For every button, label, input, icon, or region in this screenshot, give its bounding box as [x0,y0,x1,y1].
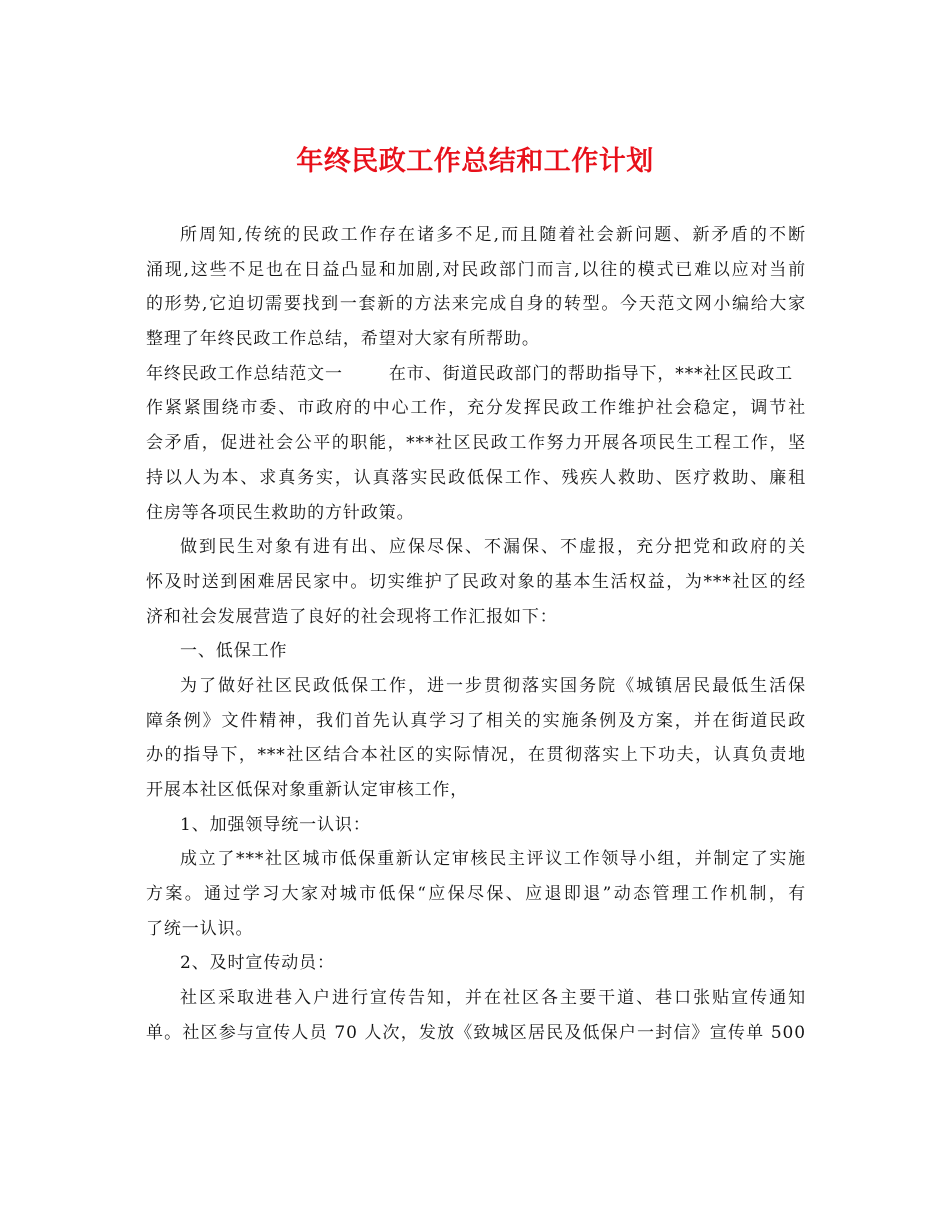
body-line: 做到民生对象有进有出、应保尽保、不漏保、不虚报，充分把党和政府的关 [180,537,806,558]
body-line: 怀及时送到困难居民家中。切实维护了民政对象的基本生活权益，为***社区的经 [146,571,806,592]
body-line: 成立了***社区城市低保重新认定审核民主评议工作领导小组，并制定了实施 [180,849,806,870]
section-heading-inline: 年终民政工作总结范文一 [146,363,343,384]
body-line: 住房等各项民生救助的方针政策。 [146,502,415,523]
section-heading: 一、低保工作 [180,641,288,662]
body-line: 办的指导下，***社区结合本社区的实际情况，在贯彻落实上下功夫，认真负责地 [146,745,806,766]
body-line [146,357,806,392]
body-line: 社区采取进巷入户进行宣传告知，并在社区各主要干道、巷口张贴宣传通知 [180,988,806,1009]
body-line: 单。社区参与宣传人员 70 人次，发放《致城区居民及低保户一封信》宣传单 500 [146,1022,806,1043]
body-line: 整理了年终民政工作总结，希望对大家有所帮助。 [146,329,540,350]
body-line: 所周知,传统的民政工作存在诸多不足,而且随着社会新问题、新矛盾的不断 [180,225,806,245]
subsection-heading: 1、加强领导统一认识： [180,814,371,835]
body-line: 会矛盾，促进社会公平的职能，***社区民政工作努力开展各项民生工程工作，坚 [146,433,806,454]
body-line-text: 在市、街道民政部门的帮助指导下，***社区民政工 [388,363,794,384]
body-line: 作紧紧围绕市委、市政府的中心工作，充分发挥民政工作维护社会稳定，调节社 [146,398,806,419]
body-line: 的形势,它迫切需要找到一套新的方法来完成自身的转型。今天范文网小编给大家 [146,294,806,315]
body-line: 障条例》文件精神，我们首先认真学习了相关的实施条例及方案，并在街道民政 [146,710,806,731]
body-line: 开展本社区低保对象重新认定审核工作， [146,780,469,800]
body-line: 济和社会发展营造了良好的社会现将工作汇报如下： [146,606,558,627]
subsection-heading: 2、及时宣传动员： [180,953,335,974]
body-line: 了统一认识。 [146,918,254,939]
body-line: 方案。通过学习大家对城市低保“应保尽保、应退即退”动态管理工作机制，有 [146,884,806,905]
body-line: 持以人为本、求真务实，认真落实民政低保工作、残疾人救助、医疗救助、廉租 [146,467,806,488]
document-body [146,218,806,1051]
body-line: 涌现,这些不足也在日益凸显和加剧,对民政部门而言,以往的模式已难以应对当前 [146,259,806,280]
document-title: 年终民政工作总结和工作计划 [296,146,654,177]
body-line: 为了做好社区民政低保工作，进一步贯彻落实国务院《城镇居民最低生活保 [180,675,806,696]
